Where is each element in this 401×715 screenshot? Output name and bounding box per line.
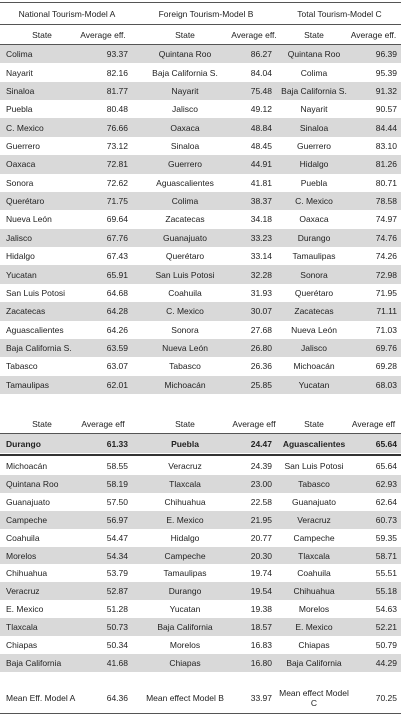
state-cell: Colima xyxy=(6,49,33,60)
value-cell: 74.97 xyxy=(375,214,397,225)
state-cell: Nayarit xyxy=(6,67,33,78)
state-cell: Puebla xyxy=(171,438,199,449)
value-cell: 54.47 xyxy=(106,532,128,543)
value-cell: 72.81 xyxy=(106,159,128,170)
value-cell: 78.58 xyxy=(375,196,397,207)
table-row xyxy=(0,475,401,493)
value-cell: 81.26 xyxy=(375,159,397,170)
value-cell: 58.19 xyxy=(106,478,128,489)
value-cell: 55.18 xyxy=(375,586,397,597)
table-row xyxy=(0,100,401,118)
table-row xyxy=(0,174,401,192)
state-cell: Guanajuato xyxy=(163,232,207,243)
value-cell: 31.93 xyxy=(250,287,272,298)
value-cell: 38.37 xyxy=(250,196,272,207)
state-cell: C. Mexico xyxy=(6,122,44,133)
table-row xyxy=(0,636,401,654)
state-cell: Zacatecas xyxy=(294,306,334,317)
value-cell: 19.54 xyxy=(250,586,272,597)
value-cell: 83.10 xyxy=(375,141,397,151)
value-cell: 72.98 xyxy=(375,269,397,280)
value-cell: 21.95 xyxy=(250,514,272,525)
state-cell: Coahuila xyxy=(297,568,331,579)
state-cell: Oaxaca xyxy=(170,122,200,133)
value-cell: 58.55 xyxy=(106,460,128,471)
column-header-row xyxy=(0,25,401,44)
state-cell: Sonora xyxy=(171,324,199,335)
value-cell: 25.85 xyxy=(250,379,272,390)
state-cell: Aguascalientes xyxy=(6,324,64,335)
state-cell: Morelos xyxy=(169,640,201,651)
value-cell: 73.12 xyxy=(106,141,128,151)
state-cell: Hidalgo xyxy=(6,251,35,262)
state-cell: Baja California S. xyxy=(6,343,72,354)
state-cell: Michoacán xyxy=(293,361,335,372)
value-cell: 54.34 xyxy=(106,550,128,561)
value-cell: 16.80 xyxy=(250,658,272,669)
value-cell: 24.39 xyxy=(250,460,272,471)
value-cell: Average eff xyxy=(81,418,125,429)
state-cell: Veracruz xyxy=(6,586,40,597)
table-row xyxy=(0,192,401,210)
state-cell: Colima xyxy=(171,196,199,207)
value-cell: 44.29 xyxy=(375,658,397,669)
state-cell: Baja California xyxy=(286,658,342,669)
value-cell: 64.68 xyxy=(106,287,128,298)
value-cell: 63.59 xyxy=(106,343,128,354)
value-cell: 50.79 xyxy=(375,640,397,651)
state-cell: Chiapas xyxy=(298,640,330,651)
table-row xyxy=(0,618,401,636)
state-cell: C. Mexico xyxy=(166,306,204,317)
value-cell: 48.84 xyxy=(250,122,272,133)
value-cell: 22.58 xyxy=(250,496,272,507)
state-cell: Guerrero xyxy=(296,141,331,151)
value-cell: 63.07 xyxy=(106,361,128,372)
value-cell: 69.64 xyxy=(106,214,128,225)
table-row xyxy=(0,600,401,618)
table-row xyxy=(0,265,401,283)
state-cell: Querétaro xyxy=(165,251,205,262)
state-cell: Chiapas xyxy=(6,640,38,651)
value-cell: 23.00 xyxy=(250,478,272,489)
state-cell: Morelos xyxy=(6,550,37,561)
value-cell: 91.32 xyxy=(375,85,397,96)
state-cell: Jalisco xyxy=(301,343,327,354)
value-cell: 33.97 xyxy=(250,693,272,703)
model-header: Foreign Tourism-Model B xyxy=(158,9,254,19)
state-cell: Coahuila xyxy=(6,532,40,543)
state-cell: Durango xyxy=(297,232,331,243)
state-cell: Baja California S. xyxy=(281,85,347,96)
state-cell: Jalisco xyxy=(6,232,32,243)
state-cell: Hidalgo xyxy=(299,159,329,170)
value-cell: 82.16 xyxy=(106,67,128,78)
model-header: National Tourism-Model A xyxy=(18,9,116,19)
value-cell: 96.39 xyxy=(375,49,397,60)
value-cell: 33.23 xyxy=(250,232,272,243)
value-cell: 49.12 xyxy=(250,104,272,115)
state-cell: Sinaloa xyxy=(6,85,35,96)
value-cell: 64.36 xyxy=(106,693,128,703)
mid-header-row xyxy=(0,414,401,433)
state-cell: Guerrero xyxy=(167,159,202,170)
value-cell: 76.66 xyxy=(106,122,128,133)
value-cell: 19.74 xyxy=(250,568,272,579)
state-cell: Aguascalientes xyxy=(156,177,214,188)
value-cell: Average eff xyxy=(351,418,396,429)
value-cell: 27.68 xyxy=(250,324,272,335)
value-cell: 71.75 xyxy=(106,196,128,207)
state-cell: Tamaulipas xyxy=(163,568,207,579)
table-row xyxy=(0,457,401,475)
bottom-rule xyxy=(0,713,401,714)
value-cell: 68.03 xyxy=(375,379,397,390)
table-row xyxy=(0,339,401,357)
state-cell: State xyxy=(175,29,195,40)
state-cell: Chiapas xyxy=(169,658,201,669)
value-cell: 69.76 xyxy=(375,343,397,354)
state-cell: Tabasco xyxy=(298,478,330,489)
value-cell: 84.04 xyxy=(250,67,272,78)
state-cell: Mean Eff. Model A xyxy=(6,693,76,703)
table-row xyxy=(0,63,401,81)
state-cell: Veracruz xyxy=(168,460,202,471)
value-cell: 72.62 xyxy=(106,177,128,188)
value-cell: 93.37 xyxy=(106,49,128,60)
value-cell: 24.47 xyxy=(250,438,272,449)
state-cell: Baja California S. xyxy=(152,67,218,78)
table-row xyxy=(0,321,401,339)
value-cell: 48.45 xyxy=(250,141,272,151)
state-cell: Chihuahua xyxy=(293,586,335,597)
state-cell: Durango xyxy=(168,586,202,597)
table-row xyxy=(0,511,401,529)
value-cell: 74.76 xyxy=(375,232,397,243)
state-cell: Tlaxcala xyxy=(298,550,330,561)
value-cell: 74.26 xyxy=(375,251,397,262)
state-cell: Puebla xyxy=(300,177,328,188)
value-cell: 69.28 xyxy=(375,361,397,372)
state-cell: San Luis Potosi xyxy=(284,460,344,471)
value-cell: 33.14 xyxy=(250,251,272,262)
table-row xyxy=(0,582,401,600)
value-cell: 32.28 xyxy=(250,269,272,280)
model-header: Total Tourism-Model C xyxy=(297,9,382,19)
state-cell: Guanajuato xyxy=(292,496,336,507)
value-cell: 51.28 xyxy=(106,604,128,615)
value-cell: 62.93 xyxy=(375,478,397,489)
state-cell: Nueva León xyxy=(291,324,337,335)
state-cell: Mean effect Model B xyxy=(146,693,224,703)
footer-row xyxy=(0,684,401,712)
value-cell: 52.87 xyxy=(106,586,128,597)
state-cell: Nayarit xyxy=(171,85,199,96)
value-cell: 64.28 xyxy=(106,306,128,317)
value-cell: 80.48 xyxy=(106,104,128,115)
value-cell: Average eff. xyxy=(231,29,277,40)
value-cell: 62.64 xyxy=(375,496,397,507)
value-cell: 62.01 xyxy=(106,379,128,390)
state-cell: Morelos xyxy=(298,604,330,615)
value-cell: 71.95 xyxy=(375,287,397,298)
value-cell: 41.68 xyxy=(106,658,128,669)
state-cell: Durango xyxy=(6,438,41,449)
value-cell: 55.51 xyxy=(375,568,397,579)
state-cell: Zacatecas xyxy=(165,214,205,225)
state-cell: Sonora xyxy=(300,269,328,280)
top-rule xyxy=(0,2,401,3)
value-cell: 41.81 xyxy=(250,177,272,188)
state-cell: Quintana Roo xyxy=(287,49,341,60)
value-cell: Average eff xyxy=(232,418,276,429)
state-cell: E. Mexico xyxy=(295,622,333,633)
state-cell: Yucatan xyxy=(6,269,37,280)
state-cell: E. Mexico xyxy=(166,514,204,525)
value-cell: 61.33 xyxy=(106,438,128,449)
value-cell: Average eff. xyxy=(80,29,126,40)
value-cell: 81.77 xyxy=(106,85,128,96)
value-cell: 54.63 xyxy=(375,604,397,615)
table-row xyxy=(0,565,401,583)
value-cell: 20.30 xyxy=(250,550,272,561)
value-cell: 65.64 xyxy=(375,460,397,471)
value-cell: 71.03 xyxy=(375,324,397,335)
value-cell: 34.18 xyxy=(250,214,272,225)
state-cell: Chihuahua xyxy=(164,496,206,507)
value-cell: 18.57 xyxy=(250,622,272,633)
state-cell: Campeche xyxy=(164,550,206,561)
state-cell: Tabasco xyxy=(6,361,38,372)
state-cell: Oaxaca xyxy=(299,214,329,225)
value-cell: 80.71 xyxy=(375,177,397,188)
state-cell: Chihuahua xyxy=(6,568,48,579)
state-cell: Aguascalientes xyxy=(282,438,346,449)
state-cell: Nueva León xyxy=(6,214,52,225)
state-cell: Campeche xyxy=(6,514,48,525)
value-cell: 67.43 xyxy=(106,251,128,262)
state-cell: State xyxy=(175,418,195,429)
state-cell: Tamaulipas xyxy=(292,251,336,262)
state-cell: State xyxy=(32,29,52,40)
state-cell: Sonora xyxy=(6,177,34,188)
table-row xyxy=(0,547,401,565)
value-cell: 16.83 xyxy=(250,640,272,651)
state-cell: Nayarit xyxy=(300,104,328,115)
state-cell: Yucatan xyxy=(169,604,201,615)
table-row xyxy=(0,529,401,547)
value-cell: 53.79 xyxy=(106,568,128,579)
state-cell: Oaxaca xyxy=(6,159,36,170)
table-row xyxy=(0,45,401,63)
value-cell: 44.91 xyxy=(250,159,272,170)
value-cell: 52.21 xyxy=(375,622,397,633)
state-cell: C. Mexico xyxy=(295,196,333,207)
state-cell: Hidalgo xyxy=(170,532,200,543)
value-cell: 65.64 xyxy=(375,438,397,449)
value-cell: 30.07 xyxy=(250,306,272,317)
table-row xyxy=(0,376,401,394)
value-cell: Average eff. xyxy=(350,29,397,40)
value-cell: 20.77 xyxy=(250,532,272,543)
state-cell: Veracruz xyxy=(297,514,331,525)
state-cell: Michoacán xyxy=(164,379,206,390)
state-cell: Baja California xyxy=(6,658,62,669)
state-cell: Querétaro xyxy=(6,196,45,207)
value-cell: 50.73 xyxy=(106,622,128,633)
value-cell: 67.76 xyxy=(106,232,128,243)
state-cell: Baja California xyxy=(157,622,213,633)
state-cell: Sinaloa xyxy=(299,122,329,133)
state-cell: Jalisco xyxy=(172,104,198,115)
state-cell: Nueva León xyxy=(162,343,208,354)
highlight-row xyxy=(0,434,401,453)
table-row xyxy=(0,284,401,302)
table-row xyxy=(0,357,401,375)
block-rule xyxy=(0,454,401,456)
state-cell: Michoacán xyxy=(6,460,48,471)
state-cell: State xyxy=(304,29,324,40)
value-cell: 56.97 xyxy=(106,514,128,525)
state-cell: E. Mexico xyxy=(6,604,44,615)
table-row xyxy=(0,82,401,100)
table-row xyxy=(0,493,401,511)
state-cell: State xyxy=(304,418,324,429)
value-cell: 65.91 xyxy=(106,269,128,280)
table-row xyxy=(0,247,401,265)
value-cell: 84.44 xyxy=(375,122,397,133)
value-cell: 60.73 xyxy=(375,514,397,525)
value-cell: 26.36 xyxy=(250,361,272,372)
state-cell: San Luis Potosi xyxy=(6,287,66,298)
state-cell: Coahuila xyxy=(168,287,202,298)
value-cell: 57.50 xyxy=(106,496,128,507)
table-row xyxy=(0,654,401,672)
table-row xyxy=(0,229,401,247)
state-cell: Puebla xyxy=(6,104,33,115)
value-cell: 26.80 xyxy=(250,343,272,354)
state-cell: Quintana Roo xyxy=(158,49,212,60)
state-cell: Tlaxcala xyxy=(169,478,201,489)
value-cell: 50.34 xyxy=(106,640,128,651)
state-cell: Zacatecas xyxy=(6,306,46,317)
state-cell: Tlaxcala xyxy=(6,622,38,633)
state-cell: Guanajuato xyxy=(6,496,50,507)
value-cell: 86.27 xyxy=(250,49,272,60)
value-cell: 59.35 xyxy=(375,532,397,543)
value-cell: 70.25 xyxy=(375,693,397,703)
value-cell: 95.39 xyxy=(375,67,397,78)
state-cell: Tabasco xyxy=(169,361,201,372)
value-cell: 75.48 xyxy=(250,85,272,96)
table-row xyxy=(0,155,401,173)
state-cell: Tamaulipas xyxy=(6,379,49,390)
value-cell: 90.57 xyxy=(375,104,397,115)
state-cell: Querétaro xyxy=(294,287,334,298)
state-cell: Mean effect Model C xyxy=(279,688,349,708)
state-cell: State xyxy=(32,418,52,429)
table-row xyxy=(0,118,401,136)
state-cell: San Luis Potosi xyxy=(155,269,215,280)
state-cell: Yucatan xyxy=(298,379,330,390)
value-cell: 71.11 xyxy=(376,306,397,317)
state-cell: Quintana Roo xyxy=(6,478,59,489)
state-cell: Sinaloa xyxy=(170,141,200,151)
table-row xyxy=(0,302,401,320)
state-cell: Campeche xyxy=(293,532,335,543)
value-cell: 19.38 xyxy=(250,604,272,615)
table-row xyxy=(0,137,401,155)
value-cell: 64.26 xyxy=(106,324,128,335)
state-cell: Colima xyxy=(300,67,328,78)
value-cell: 58.71 xyxy=(375,550,397,561)
table-row xyxy=(0,210,401,228)
state-cell: Guerrero xyxy=(6,141,41,151)
model-header-row xyxy=(0,4,401,24)
